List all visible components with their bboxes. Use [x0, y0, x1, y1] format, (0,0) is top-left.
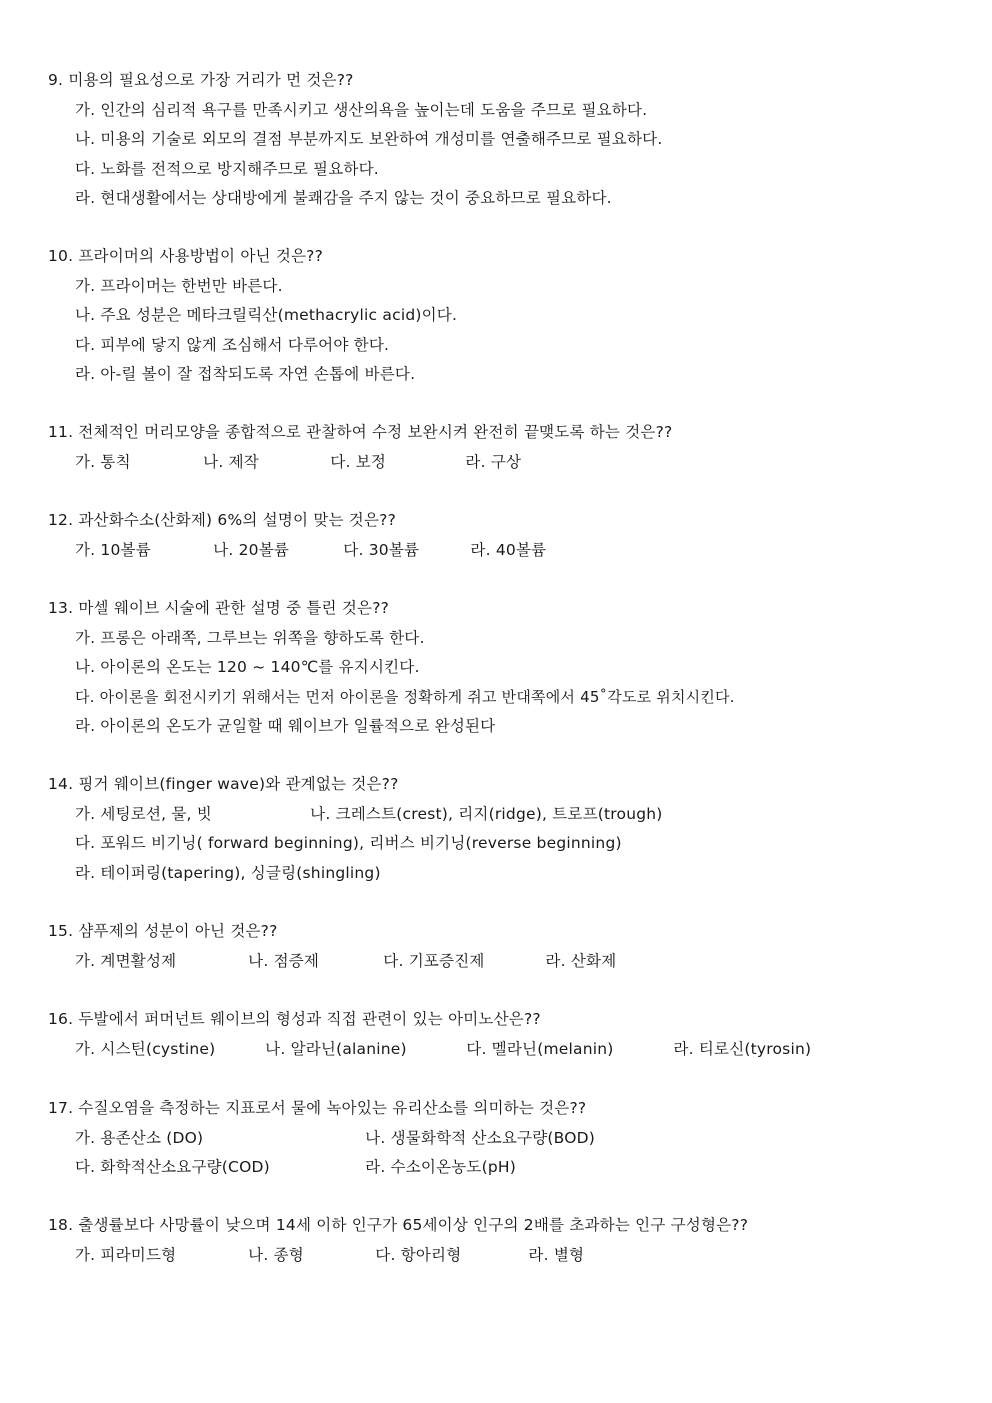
option-a: 가. 피라미드형: [75, 1245, 177, 1264]
option-c: 다. 기포증진제: [383, 951, 485, 970]
question-stem: 17. 수질오염을 측정하는 지표로서 물에 녹아있는 유리산소를 의미하는 것은??: [48, 1099, 587, 1117]
option-a: 가. 시스틴(cystine): [75, 1039, 216, 1058]
option-d: 라. 별형: [528, 1245, 585, 1264]
option-d: 라. 아-릴 볼이 잘 접착되도록 자연 손톱에 바른다.: [75, 365, 416, 383]
option-a: 가. 인간의 심리적 욕구를 만족시키고 생산의욕을 높이는데 도움을 주므로 필요하다.: [75, 100, 648, 119]
option-a: 가. 세팅로션, 물, 빗: [75, 804, 212, 823]
option-b: 나. 종형: [248, 1245, 304, 1264]
option-a: 가. 10볼륨: [75, 540, 151, 559]
question-17: [48, 1094, 948, 1183]
option-c: 다. 피부에 닿지 않게 조심해서 다루어야 한다.: [75, 335, 390, 354]
question-stem: 16. 두발에서 퍼머넌트 웨이브의 형성과 직접 관련이 있는 아미노산은??: [48, 1010, 541, 1028]
option-a: 가. 통칙: [75, 452, 131, 471]
option-d: 라. 산화제: [545, 951, 617, 970]
option-d: 라. 40볼륨: [470, 540, 547, 559]
option-c: 다. 아이론을 회전시키기 위해서는 먼저 아이론을 정확하게 쥐고 반대쪽에서 45˚각도로 위치시킨다.: [75, 687, 735, 706]
option-b: 나. 알라닌(alanine): [265, 1039, 407, 1058]
option-b: 나. 20볼륨: [213, 540, 290, 559]
question-13: [48, 594, 948, 742]
option-c: 다. 항아리형: [375, 1245, 462, 1264]
options-row: [48, 1153, 948, 1183]
question-16: [48, 1005, 948, 1064]
option-a: 가. 프롱은 아래쪽, 그루브는 위쪽을 향하도록 한다.: [75, 628, 425, 647]
question-18: [48, 1211, 948, 1270]
options-row: [48, 1035, 948, 1065]
option-c: 다. 화학적산소요구량(COD): [75, 1158, 270, 1176]
option-b: 나. 아이론의 온도는 120 ~ 140℃를 유지시킨다.: [75, 658, 420, 676]
option-a: 가. 용존산소 (DO): [75, 1128, 204, 1147]
question-10: [48, 242, 948, 390]
options-row: [48, 448, 948, 478]
option-d: 라. 아이론의 온도가 균일할 때 웨이브가 일률적으로 완성된다: [75, 717, 496, 735]
question-stem: 9. 미용의 필요성으로 가장 거리가 먼 것은??: [48, 71, 354, 89]
option-b: 나. 미용의 기술로 외모의 결점 부분까지도 보완하여 개성미를 연출해주므로 필요하다.: [75, 130, 663, 148]
option-d: 라. 티로신(tyrosin): [673, 1039, 812, 1058]
option-b: 나. 제작: [203, 452, 259, 471]
option-b: 나. 크레스트(crest), 리지(ridge), 트로프(trough): [310, 804, 663, 823]
question-stem: 12. 과산화수소(산화제) 6%의 설명이 맞는 것은??: [48, 511, 396, 529]
option-d: 라. 수소이온농도(pH): [365, 1158, 516, 1176]
question-11: [48, 418, 948, 477]
option-d: 라. 테이퍼링(tapering), 싱글링(shingling): [75, 863, 381, 882]
option-b: 나. 생물화학적 산소요구량(BOD): [365, 1128, 596, 1147]
question-15: [48, 917, 948, 976]
question-stem: 11. 전체적인 머리모양을 종합적으로 관찰하여 수정 보완시켜 완전히 끝맺도록 하는 것은??: [48, 423, 673, 441]
option-c: 다. 보정: [330, 452, 387, 471]
options-row: [48, 1124, 948, 1154]
option-c: 다. 멜라닌(melanin): [466, 1039, 614, 1058]
option-b: 나. 주요 성분은 메타크릴릭산(methacrylic acid)이다.: [75, 306, 458, 324]
question-12: [48, 506, 948, 565]
option-a: 가. 프라이머는 한번만 바른다.: [75, 276, 283, 295]
question-14: [48, 770, 948, 888]
options-row: [48, 536, 948, 566]
options-row: [48, 800, 948, 830]
option-a: 가. 계면활성제: [75, 951, 177, 970]
question-stem: 15. 샴푸제의 성분이 아닌 것은??: [48, 922, 278, 940]
option-c: 다. 30볼륨: [343, 540, 420, 559]
option-b: 나. 점증제: [248, 951, 320, 970]
option-d: 라. 현대생활에서는 상대방에게 불쾌감을 주지 않는 것이 중요하므로 필요하다.: [75, 189, 612, 207]
question-stem: 18. 출생률보다 사망률이 낮으며 14세 이하 인구가 65세이상 인구의 2배를 초과하는 인구 구성형은??: [48, 1216, 749, 1234]
option-c: 다. 노화를 전적으로 방지해주므로 필요하다.: [75, 159, 379, 178]
question-stem: 14. 핑거 웨이브(finger wave)와 관계없는 것은??: [48, 775, 399, 793]
option-c: 다. 포워드 비기닝( forward beginning), 리버스 비기닝(reverse beginning): [75, 834, 622, 852]
question-9: [48, 66, 948, 214]
options-row: [48, 947, 948, 977]
question-stem: 10. 프라이머의 사용방법이 아닌 것은??: [48, 247, 324, 265]
options-row: [48, 1241, 948, 1271]
option-d: 라. 구상: [465, 452, 522, 471]
question-stem: 13. 마셀 웨이브 시술에 관한 설명 중 틀린 것은??: [48, 599, 390, 617]
